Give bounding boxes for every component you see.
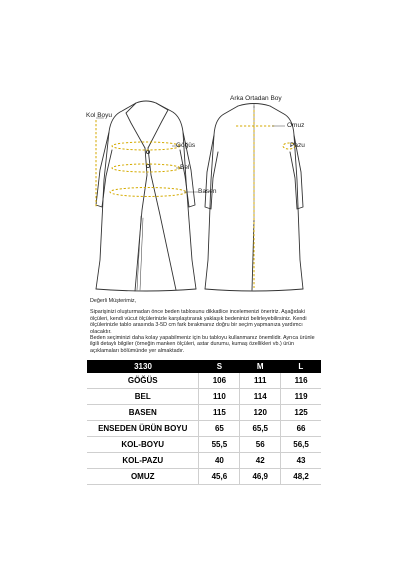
- table-row: [87, 389, 321, 405]
- label-pazu: Pazu: [290, 142, 305, 149]
- row-label: BASEN: [87, 405, 199, 421]
- cell-m: 46,9: [240, 469, 281, 485]
- cell-m: 56: [240, 437, 281, 453]
- cell-m: 111: [240, 373, 281, 389]
- cell-s: 106: [199, 373, 240, 389]
- table-row: [87, 453, 321, 469]
- cell-m: 65,5: [240, 421, 281, 437]
- row-label: OMUZ: [87, 469, 199, 485]
- row-label: KOL-BOYU: [87, 437, 199, 453]
- size-header-s: S: [199, 360, 240, 373]
- table-row: [87, 437, 321, 453]
- row-label: ENSEDEN ÜRÜN BOYU: [87, 421, 199, 437]
- label-gogus: Göğüs: [176, 142, 196, 149]
- cell-m: 42: [240, 453, 281, 469]
- size-table-header: [87, 360, 321, 373]
- row-label: GÖĞÜS: [87, 373, 199, 389]
- cell-l: 66: [281, 421, 321, 437]
- table-row: [87, 421, 321, 437]
- table-row: [87, 469, 321, 485]
- table-row: [87, 405, 321, 421]
- label-bel: Bel: [180, 164, 190, 171]
- cell-l: 116: [281, 373, 321, 389]
- cell-l: 48,2: [281, 469, 321, 485]
- cell-m: 120: [240, 405, 281, 421]
- label-omuz: Omuz: [287, 122, 305, 129]
- label-arka-ortadan-boy: Arka Ortadan Boy: [230, 95, 282, 102]
- measurement-guides: [96, 110, 295, 288]
- size-table: [87, 360, 321, 485]
- customer-notes: [90, 298, 322, 354]
- table-row: [87, 373, 321, 389]
- size-header-m: M: [240, 360, 281, 373]
- cell-l: 119: [281, 389, 321, 405]
- cell-s: 55,5: [199, 437, 240, 453]
- cell-l: 125: [281, 405, 321, 421]
- notes-paragraph-2: Beden seçiminizi daha kolay yapabilmeniz için bu tabloyu kullanmanız önemlidir. Ayrıca ürünle ilgili detaylı bilgiler (örneğin manken ölçüleri, astar durumu, kumaş özellikleri vb.) ürün açıklamaları bölümünde yer almaktadır.: [90, 335, 315, 354]
- cell-s: 65: [199, 421, 240, 437]
- row-label: BEL: [87, 389, 199, 405]
- cell-s: 45,6: [199, 469, 240, 485]
- label-kol-boyu: Kol Boyu: [86, 112, 113, 119]
- cell-l: 43: [281, 453, 321, 469]
- size-header-l: L: [281, 360, 321, 373]
- label-basen: Basen: [198, 188, 217, 195]
- cell-s: 110: [199, 389, 240, 405]
- cell-l: 56,5: [281, 437, 321, 453]
- cell-m: 114: [240, 389, 281, 405]
- cell-s: 115: [199, 405, 240, 421]
- notes-greeting: Değerli Müşterimiz,: [90, 298, 137, 304]
- row-label: KOL-PAZU: [87, 453, 199, 469]
- notes-paragraph-1: Siparişinizi oluşturmadan önce beden tablosunu dikkatlice incelemenizi öneririz. Aşağıdaki ölçüleri, kendi vücut ölçülerinizle karşılaştırarak yaklaşık bedeninizi belirleyebilirsiniz. Kendi ölçülerinizle tablo arasında 3-5D cm fark bırakmanız doğru bir seçim yapmanıza yardımcı olacaktır.: [90, 309, 307, 335]
- product-code: 3130: [87, 360, 199, 373]
- cell-s: 40: [199, 453, 240, 469]
